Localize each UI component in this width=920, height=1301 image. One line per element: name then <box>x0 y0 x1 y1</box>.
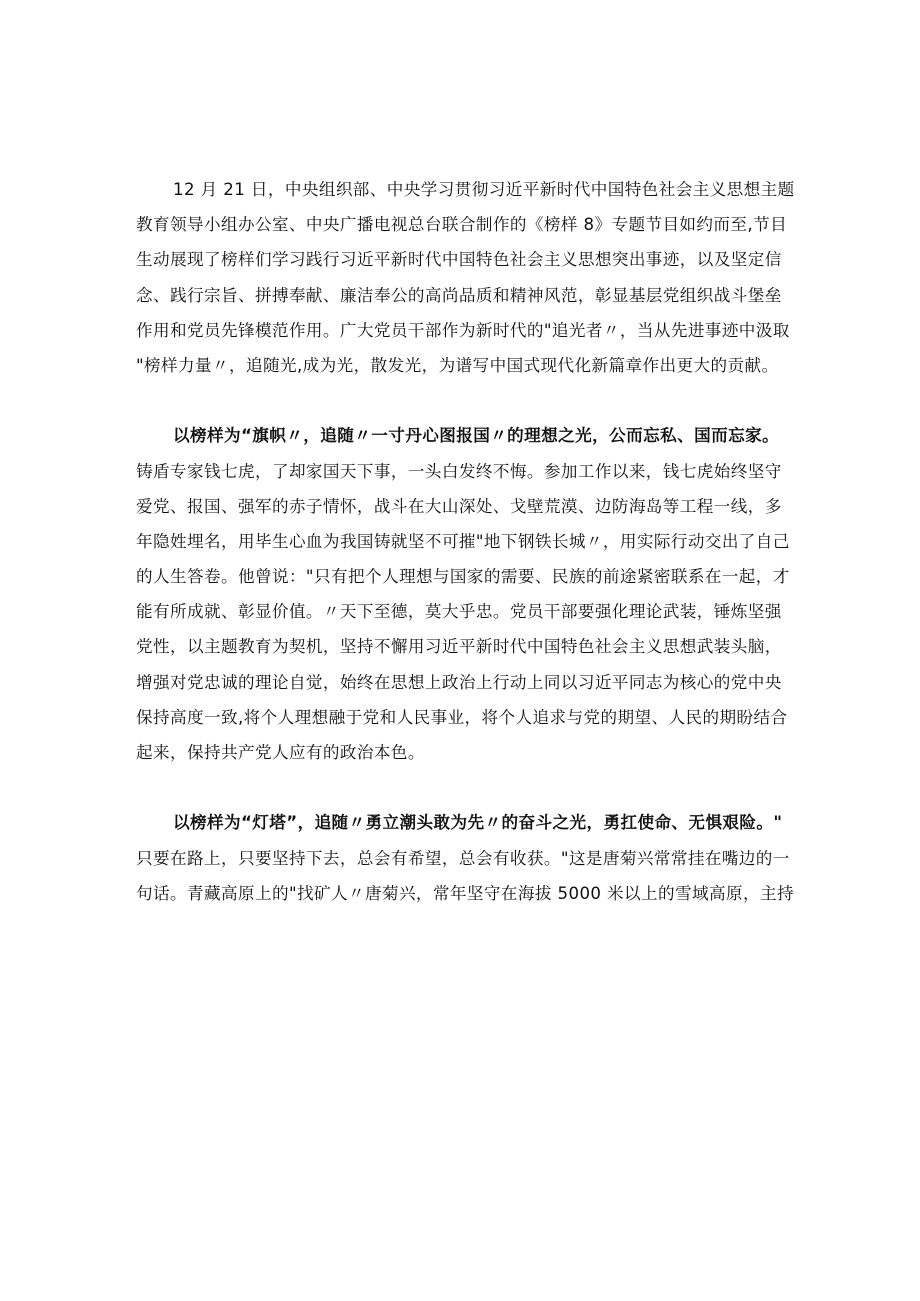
text-line: 起来，保持共产党人应有的政治本色。 <box>136 743 425 762</box>
text-line: 的人生答卷。他曾说："只有把个人理想与国家的需要、民族的前途紧密联系在一起，才 <box>136 567 790 587</box>
text-line: "榜样力量〃，追随光,成为光，散发光，为谱写中国式现代化新篇章作出更大的贡献。 <box>136 355 779 375</box>
text-line: 生动展现了榜样们学习践行习近平新时代中国特色社会主义思想突出事迹，以及坚定信 <box>136 250 782 270</box>
paragraph-lighthouse <box>136 805 794 911</box>
paragraph-spacer <box>136 383 787 418</box>
text-line: 增强对党忠诚的理论自觉，始终在思想上政治上行动上同以习近平同志为核心的党中央 <box>136 672 782 692</box>
paragraph-intro <box>136 172 795 383</box>
paragraph-banner <box>136 418 790 770</box>
text-line: 能有所成就、彰显价值。〃天下至德，莫大乎忠。党员干部要强化理论武装，锤炼坚强 <box>136 602 782 622</box>
paragraph-spacer <box>136 770 787 805</box>
text-line: 爱党、报国、强军的赤子情怀，战斗在大山深处、戈壁荒漠、边防海岛等工程一线，多 <box>136 496 782 516</box>
section-heading: 以榜样为“灯塔”，追随〃勇立潮头敢为先〃的奋斗之光，勇扛使命、无惧艰险。" <box>173 813 783 833</box>
text-line: 保持高度一致,将个人理想融于党和人民事业，将个人追求与党的期望、人民的期盼结合 <box>136 707 788 727</box>
text-line: 句话。青藏高原上的"找矿人〃唐菊兴，常年坚守在海拔 5000 米以上的雪域高原，主持 <box>136 883 794 903</box>
section-heading: 以榜样为“旗帜〃，追随〃一寸丹心图报国〃的理想之光，公而忘私、国而忘家。 <box>173 426 780 446</box>
text-line: 作用和党员先锋模范作用。广大党员干部作为新时代的"追光者〃，当从先进事迹中汲取 <box>136 320 790 340</box>
text-line: 只要在路上，只要坚持下去，总会有希望，总会有收获。"这是唐菊兴常常挂在嘴边的一 <box>136 848 790 868</box>
text-line: 铸盾专家钱七虎，了却家国天下事，一头白发终不悔。参加工作以来，钱七虎始终坚守 <box>136 461 782 481</box>
text-line: 12 月 21 日，中央组织部、中央学习贯彻习近平新时代中国特色社会主义思想主题 <box>173 180 795 199</box>
text-line: 党性，以主题教育为契机，坚持不懈用习近平新时代中国特色社会主义思想武装头脑， <box>136 637 782 657</box>
text-line: 年隐姓埋名，用毕生心血为我国铸就坚不可摧"地下钢铁长城〃，用实际行动交出了自己 <box>136 531 790 551</box>
text-line: 念、践行宗旨、拼搏奉献、廉洁奉公的高尚品质和精神风范，彰显基层党组织战斗堡垒 <box>136 285 782 305</box>
text-line: 教育领导小组办公室、中央广播电视总台联合制作的《榜样 8》专题节目如约而至,节目 <box>136 215 788 235</box>
document-body <box>136 172 795 911</box>
